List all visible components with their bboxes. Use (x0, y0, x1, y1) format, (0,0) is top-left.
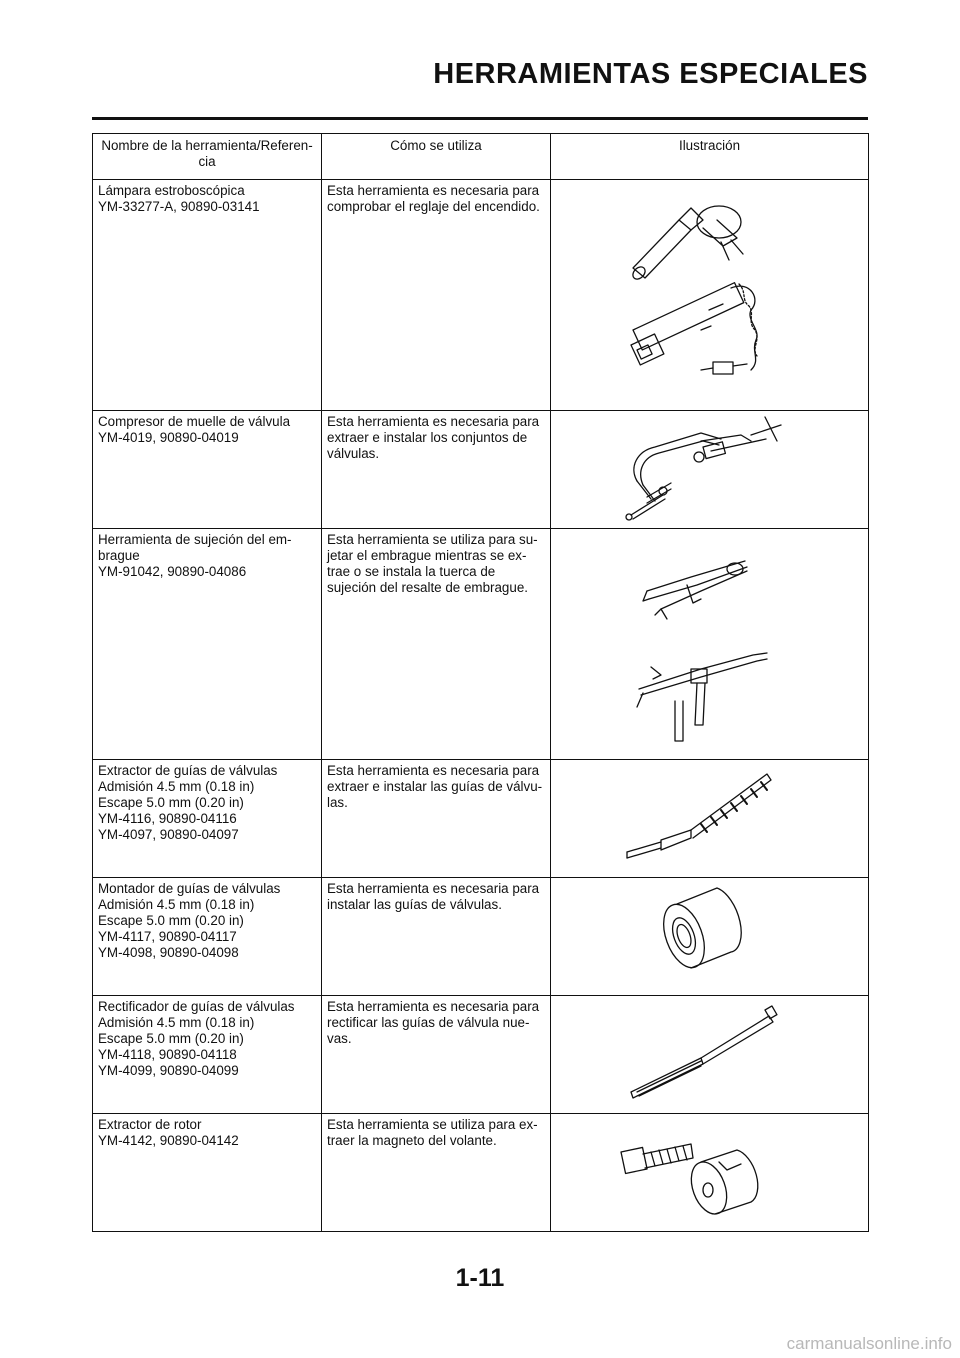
tool-name-cell: Herramienta de sujeción del em- brague YM-91042, 90890-04086 (93, 529, 322, 760)
tool-illustration-cell (551, 760, 869, 878)
tool-illustration-cell (551, 180, 869, 411)
table-header-row (93, 134, 869, 180)
table-row (93, 1114, 869, 1232)
header-usage: Cómo se utiliza (322, 134, 551, 180)
valve-spring-compressor-icon (551, 411, 848, 529)
clutch-holding-tool-icon (551, 529, 848, 760)
tool-illustration-cell (551, 529, 869, 760)
tool-name-cell: Montador de guías de válvulas Admisión 4.5 mm (0.18 in) Escape 5.0 mm (0.20 in) YM-4117, 90890-04117 YM-4098, 90890-04098 (93, 878, 322, 996)
tool-illustration-cell (551, 411, 869, 529)
page-number: 1-11 (455, 1264, 505, 1292)
table-row (93, 529, 869, 760)
tool-usage-cell: Esta herramienta es necesaria para rectificar las guías de válvula nue- vas. (322, 996, 551, 1114)
table-row (93, 760, 869, 878)
tool-illustration-cell (551, 878, 869, 996)
table-row (93, 878, 869, 996)
header-tool-name: Nombre de la herramienta/Referen- cia (93, 134, 322, 180)
rotor-puller-icon (551, 1114, 848, 1232)
tool-usage-cell: Esta herramienta es necesaria para instalar las guías de válvulas. (322, 878, 551, 996)
watermark[interactable]: carmanualsonline.info (786, 1334, 952, 1353)
valve-guide-remover-icon (551, 760, 848, 878)
table-row (93, 996, 869, 1114)
tool-name-cell: Rectificador de guías de válvulas Admisión 4.5 mm (0.18 in) Escape 5.0 mm (0.20 in) YM-4118, 90890-04118 YM-4099, 90890-04099 (93, 996, 322, 1114)
tool-illustration-cell (551, 1114, 869, 1232)
header-illustration: Ilustración (551, 134, 869, 180)
table-row (93, 180, 869, 411)
tool-illustration-cell (551, 996, 869, 1114)
tool-name-cell: Extractor de guías de válvulas Admisión 4.5 mm (0.18 in) Escape 5.0 mm (0.20 in) YM-4116, 90890-04116 YM-4097, 90890-04097 (93, 760, 322, 878)
page-title: HERRAMIENTAS ESPECIALES (433, 58, 868, 90)
tool-name-cell: Lámpara estroboscópica YM-33277-A, 90890-03141 (93, 180, 322, 411)
valve-guide-reamer-icon (551, 996, 848, 1114)
valve-guide-installer-icon (551, 878, 848, 996)
special-tools-table (92, 133, 869, 1232)
tool-usage-cell: Esta herramienta es necesaria para extraer e instalar las guías de válvu- las. (322, 760, 551, 878)
tool-usage-cell: Esta herramienta se utiliza para su- jetar el embrague mientras se ex- trae o se instala la tuerca de sujeción del resalte de embrague. (322, 529, 551, 760)
header-rule (92, 117, 868, 120)
timing-light-icon (551, 180, 848, 411)
tool-usage-cell: Esta herramienta se utiliza para ex- traer la magneto del volante. (322, 1114, 551, 1232)
tool-usage-cell: Esta herramienta es necesaria para extraer e instalar los conjuntos de válvulas. (322, 411, 551, 529)
table-row (93, 411, 869, 529)
tool-name-cell: Extractor de rotor YM-4142, 90890-04142 (93, 1114, 322, 1232)
tool-name-cell: Compresor de muelle de válvula YM-4019, 90890-04019 (93, 411, 322, 529)
tool-usage-cell: Esta herramienta es necesaria para comprobar el reglaje del encendido. (322, 180, 551, 411)
